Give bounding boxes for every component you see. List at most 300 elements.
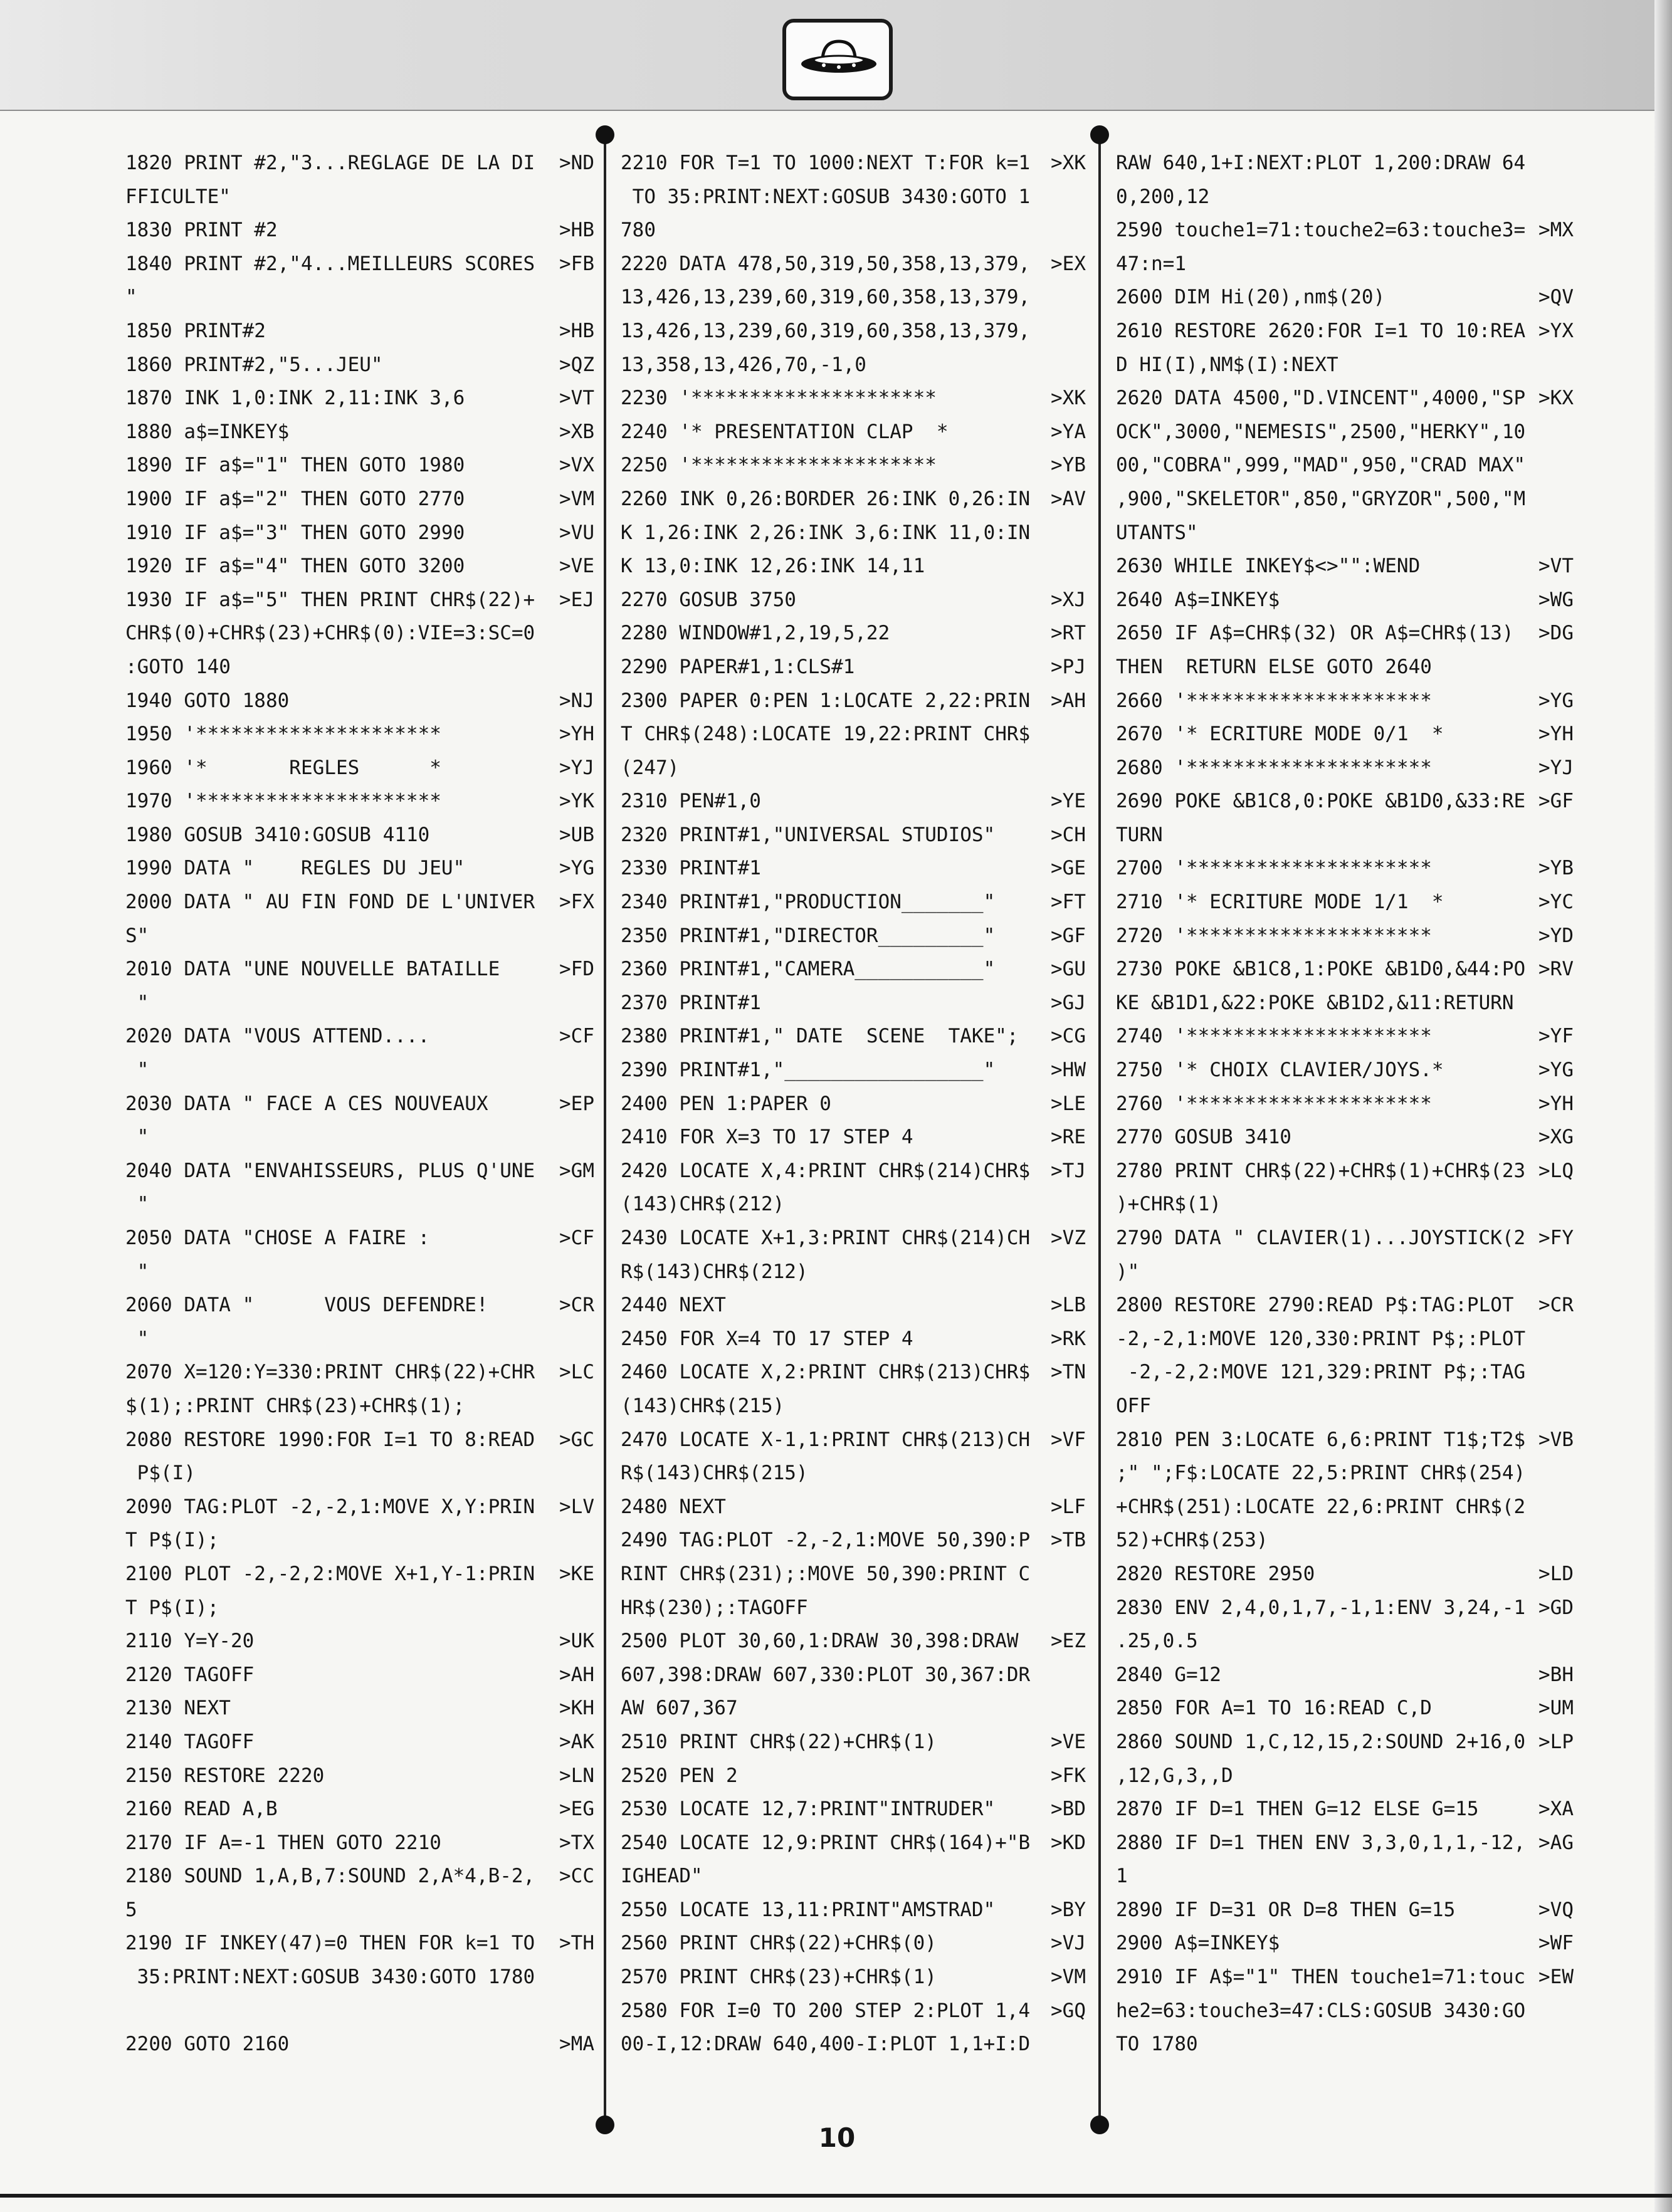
checksum: >AH: [1051, 689, 1086, 712]
code-line: [125, 1457, 594, 1491]
code-text: RAW 640,1+I:NEXT:PLOT 1,200:DRAW 64: [1116, 152, 1526, 174]
code-line: [1116, 181, 1574, 214]
checksum: >VT: [559, 387, 594, 410]
code-text: 2520 PEN 2: [621, 1764, 738, 1787]
code-text: TURN: [1116, 823, 1163, 846]
code-text: 2810 PEN 3:LOCATE 6,6:PRINT T1$;T2$: [1116, 1428, 1526, 1451]
code-text: R$(143)CHR$(215): [621, 1462, 808, 1485]
code-text: 2400 PEN 1:PAPER 0: [621, 1092, 831, 1115]
code-text: 2650 IF A$=CHR$(32) OR A$=CHR$(13): [1116, 622, 1514, 645]
code-text: 2870 IF D=1 THEN G=12 ELSE G=15: [1116, 1798, 1479, 1821]
checksum: >VQ: [1538, 1898, 1574, 1921]
code-line: [621, 1927, 1086, 1961]
checksum: >YG: [1538, 1059, 1574, 1082]
code-line: [1116, 147, 1574, 181]
checksum: >CG: [1051, 1025, 1086, 1048]
code-line: [125, 1020, 594, 1054]
code-line: [1116, 416, 1574, 449]
checksum: >GD: [1538, 1596, 1574, 1619]
code-text: 2180 SOUND 1,A,B,7:SOUND 2,A*4,B-2,: [125, 1865, 535, 1888]
code-text: AW 607,367: [621, 1697, 738, 1720]
code-text: 1900 IF a$="2" THEN GOTO 2770: [125, 487, 465, 510]
checksum: >BD: [1051, 1798, 1086, 1821]
code-line: [1116, 617, 1574, 651]
code-line: [621, 349, 1086, 382]
code-line: [1116, 1323, 1574, 1356]
code-line: [1116, 1188, 1574, 1222]
checksum: >EJ: [559, 588, 594, 611]
code-line: [621, 886, 1086, 920]
code-line: [1116, 1692, 1574, 1726]
code-text: 2820 RESTORE 2950: [1116, 1562, 1315, 1585]
code-line: [1116, 516, 1574, 550]
checksum: >LB: [1051, 1294, 1086, 1317]
code-line: [621, 315, 1086, 349]
code-text: 2620 DATA 4500,"D.VINCENT",4000,"SP: [1116, 387, 1526, 410]
code-text: OFF: [1116, 1394, 1151, 1417]
divider-dot: [596, 2115, 614, 2134]
checksum: >UB: [559, 823, 594, 846]
checksum: >YG: [1538, 689, 1574, 712]
code-text: ": [125, 1327, 149, 1350]
code-line: [125, 1558, 594, 1591]
checksum: >XK: [1051, 387, 1086, 410]
code-line: [125, 1121, 594, 1155]
code-line: [1116, 1894, 1574, 1927]
code-line: [1116, 1356, 1574, 1390]
code-text: 2390 PRINT#1,"_________________": [621, 1059, 996, 1082]
code-text: 2670 '* ECRITURE MODE 0/1 *: [1116, 723, 1444, 746]
code-line: [621, 1188, 1086, 1222]
code-line: [125, 1356, 594, 1390]
checksum: >CR: [559, 1294, 594, 1317]
code-line: [125, 684, 594, 718]
code-line: [1116, 953, 1574, 987]
divider-dot: [596, 125, 614, 144]
code-text: 2580 FOR I=0 TO 200 STEP 2:PLOT 1,4: [621, 1999, 1031, 2022]
code-line: [1116, 1860, 1574, 1894]
checksum: >VT: [1538, 555, 1574, 578]
code-line: [125, 1491, 594, 1524]
divider-dot: [1090, 125, 1109, 144]
checksum: >KX: [1538, 387, 1574, 410]
column-divider-2: [1098, 135, 1101, 2125]
code-text: 2140 TAGOFF: [125, 1730, 255, 1753]
code-line: [621, 1961, 1086, 1994]
code-line: [621, 1894, 1086, 1927]
code-line: [1116, 1558, 1574, 1591]
checksum: >VF: [1051, 1428, 1086, 1451]
code-text: ,900,"SKELETOR",850,"GRYZOR",500,"M: [1116, 487, 1526, 510]
code-line: [1116, 1121, 1574, 1155]
code-text: 2420 LOCATE X,4:PRINT CHR$(214)CHR$: [621, 1159, 1031, 1182]
code-text: 2020 DATA "VOUS ATTEND....: [125, 1025, 430, 1048]
code-text: 1920 IF a$="4" THEN GOTO 3200: [125, 555, 465, 578]
code-text: CHR$(0)+CHR$(23)+CHR$(0):VIE=3:SC=0: [125, 622, 535, 645]
code-text: 1980 GOSUB 3410:GOSUB 4110: [125, 823, 430, 846]
code-text: 1960 '* REGLES *: [125, 756, 441, 779]
code-line: [1116, 1659, 1574, 1692]
code-line: [621, 1726, 1086, 1759]
code-text: 2210 FOR T=1 TO 1000:NEXT T:FOR k=1: [621, 152, 1031, 174]
code-text: IGHEAD": [621, 1865, 703, 1888]
code-text: 1860 PRINT#2,"5...JEU": [125, 353, 383, 376]
checksum: >YG: [559, 857, 594, 880]
code-text: 2440 NEXT: [621, 1294, 726, 1317]
code-line: [621, 1088, 1086, 1121]
code-text: 2600 DIM Hi(20),nm$(20): [1116, 286, 1385, 309]
code-line: [1116, 1827, 1574, 1860]
code-text: .25,0.5: [1116, 1630, 1198, 1653]
code-line: [621, 1222, 1086, 1255]
checksum: >EG: [559, 1798, 594, 1821]
checksum: >CC: [559, 1865, 594, 1888]
code-text: 52)+CHR$(253): [1116, 1529, 1268, 1552]
page-number: 10: [818, 2122, 856, 2153]
code-text: 2690 POKE &B1C8,0:POKE &B1D0,&33:RE: [1116, 790, 1526, 813]
code-text: 2220 DATA 478,50,319,50,358,13,379,: [621, 252, 1031, 275]
code-line: [1116, 1289, 1574, 1323]
code-line: [125, 617, 594, 651]
code-text: 2340 PRINT#1,"PRODUCTION_______": [621, 891, 996, 914]
checksum: >YF: [1538, 1025, 1574, 1048]
code-text: 2910 IF A$="1" THEN touche1=71:touc: [1116, 1966, 1526, 1989]
checksum: >YH: [559, 723, 594, 746]
code-line: [621, 416, 1086, 449]
code-line: [621, 1994, 1086, 2028]
code-line: [1116, 852, 1574, 886]
code-text: 2380 PRINT#1," DATE SCENE TAKE";: [621, 1025, 1019, 1048]
code-line: [621, 785, 1086, 819]
code-line: [125, 516, 594, 550]
code-line: [621, 920, 1086, 953]
code-text: 2070 X=120:Y=330:PRINT CHR$(22)+CHR: [125, 1361, 535, 1384]
code-line: [125, 1423, 594, 1457]
code-line: [1116, 785, 1574, 819]
checksum: >XA: [1538, 1798, 1574, 1821]
code-line: [621, 1793, 1086, 1827]
code-line: [1116, 1625, 1574, 1659]
code-text: ": [125, 991, 149, 1014]
code-text: 2230 '*********************: [621, 387, 937, 410]
checksum: >YC: [1538, 891, 1574, 914]
code-text: 2300 PAPER 0:PEN 1:LOCATE 2,22:PRIN: [621, 689, 1031, 712]
checksum: >CR: [1538, 1294, 1574, 1317]
code-text: 2040 DATA "ENVAHISSEURS, PLUS Q'UNE: [125, 1159, 535, 1182]
code-line: [125, 1289, 594, 1323]
code-line: [1116, 1491, 1574, 1524]
code-line: [125, 920, 594, 953]
code-line: [621, 1121, 1086, 1155]
checksum: >KE: [559, 1562, 594, 1585]
checksum: >YD: [1538, 924, 1574, 947]
code-text: 2840 G=12: [1116, 1663, 1221, 1686]
code-text: 2730 POKE &B1C8,1:POKE &B1D0,&44:PO: [1116, 958, 1526, 981]
checksum: >LN: [559, 1764, 594, 1787]
listing-column-3: [1116, 147, 1574, 2062]
code-text: 2370 PRINT#1: [621, 991, 761, 1014]
code-line: [621, 1625, 1086, 1659]
code-line: [125, 1188, 594, 1222]
code-text: 1850 PRINT#2: [125, 319, 266, 342]
checksum: >EW: [1538, 1966, 1574, 1989]
code-line: [621, 516, 1086, 550]
checksum: >LE: [1051, 1092, 1086, 1115]
code-text: 13,426,13,239,60,319,60,358,13,379,: [621, 319, 1031, 342]
code-line: [621, 1491, 1086, 1524]
code-text: 2120 TAGOFF: [125, 1663, 255, 1686]
code-text: 2900 A$=INKEY$: [1116, 1932, 1280, 1955]
divider-dot: [1090, 2115, 1109, 2134]
code-text: 2780 PRINT CHR$(22)+CHR$(1)+CHR$(23: [1116, 1159, 1526, 1182]
checksum: >GJ: [1051, 991, 1086, 1014]
code-text: 2050 DATA "CHOSE A FAIRE :: [125, 1227, 430, 1249]
code-text: 2190 IF INKEY(47)=0 THEN FOR k=1 TO: [125, 1932, 535, 1955]
code-text: 00,"COBRA",999,"MAD",950,"CRAD MAX": [1116, 454, 1526, 477]
code-line: [1116, 315, 1574, 349]
code-text: 0,200,12: [1116, 185, 1210, 208]
code-line: [1116, 1423, 1574, 1457]
checksum: >YA: [1051, 420, 1086, 443]
code-line: [621, 550, 1086, 584]
code-line: [125, 752, 594, 785]
checksum: >WG: [1538, 588, 1574, 611]
code-text: T P$(I);: [125, 1596, 219, 1619]
code-line: [1116, 752, 1574, 785]
code-line: [1116, 349, 1574, 382]
code-line: [125, 1222, 594, 1255]
code-line: [621, 684, 1086, 718]
checksum: >GU: [1051, 958, 1086, 981]
checksum: >VM: [559, 487, 594, 510]
code-text: 13,358,13,426,70,-1,0: [621, 353, 866, 376]
code-text: 2330 PRINT#1: [621, 857, 761, 880]
code-text: 2790 DATA " CLAVIER(1)...JOYSTICK(2: [1116, 1227, 1526, 1249]
checksum: >GE: [1051, 857, 1086, 880]
code-line: [621, 953, 1086, 987]
checksum: >LF: [1051, 1495, 1086, 1518]
code-text: 2830 ENV 2,4,0,1,7,-1,1:ENV 3,24,-1: [1116, 1596, 1526, 1619]
code-text: 2540 LOCATE 12,9:PRINT CHR$(164)+"B: [621, 1831, 1031, 1854]
code-line: [1116, 1390, 1574, 1423]
checksum: >FY: [1538, 1227, 1574, 1249]
code-line: [621, 1020, 1086, 1054]
checksum: >YB: [1538, 857, 1574, 880]
checksum: >FX: [559, 891, 594, 914]
checksum: >MA: [559, 2033, 594, 2056]
code-line: [125, 1961, 594, 1994]
code-text: 2770 GOSUB 3410: [1116, 1126, 1291, 1149]
code-text: 2750 '* CHOIX CLAVIER/JOYS.*: [1116, 1059, 1444, 1082]
code-line: [621, 214, 1086, 248]
code-line: [1116, 1726, 1574, 1759]
code-line: [125, 785, 594, 819]
code-line: [125, 2028, 594, 2062]
code-line: [125, 718, 594, 752]
code-text: )": [1116, 1260, 1140, 1283]
code-line: [125, 1323, 594, 1356]
checksum: >GQ: [1051, 1999, 1086, 2022]
checksum: >PJ: [1051, 655, 1086, 678]
code-text: (143)CHR$(215): [621, 1394, 785, 1417]
code-line: [1116, 550, 1574, 584]
code-line: [621, 1659, 1086, 1692]
code-line: [125, 1591, 594, 1625]
checksum: >YK: [559, 790, 594, 813]
code-text: 2250 '*********************: [621, 454, 937, 477]
code-text: 1840 PRINT #2,"4...MEILLEURS SCORES: [125, 252, 535, 275]
listing-column-1: [125, 147, 594, 2062]
code-text: 1990 DATA " REGLES DU JEU": [125, 857, 465, 880]
checksum: >LP: [1538, 1730, 1574, 1753]
checksum: >BY: [1051, 1898, 1086, 1921]
code-line: [621, 1423, 1086, 1457]
checksum: >TN: [1051, 1361, 1086, 1384]
code-line: [125, 416, 594, 449]
code-text: 1830 PRINT #2: [125, 219, 278, 242]
checksum: >AK: [559, 1730, 594, 1753]
code-text: 2080 RESTORE 1990:FOR I=1 TO 8:READ: [125, 1428, 535, 1451]
checksum: >TJ: [1051, 1159, 1086, 1182]
code-line: [125, 1390, 594, 1423]
code-text: RINT CHR$(231);:MOVE 50,390:PRINT C: [621, 1562, 1031, 1585]
code-text: 2860 SOUND 1,C,12,15,2:SOUND 2+16,0: [1116, 1730, 1526, 1753]
code-line: [621, 1860, 1086, 1894]
code-line: [1116, 1255, 1574, 1289]
code-text: 2740 '*********************: [1116, 1025, 1432, 1048]
checksum: >RK: [1051, 1327, 1086, 1350]
code-line: [621, 1255, 1086, 1289]
code-text: 2700 '*********************: [1116, 857, 1432, 880]
checksum: >KD: [1051, 1831, 1086, 1854]
code-text: -2,-2,1:MOVE 120,330:PRINT P$;:PLOT: [1116, 1327, 1526, 1350]
code-line: [125, 987, 594, 1020]
code-line: [125, 248, 594, 281]
checksum: >NJ: [559, 689, 594, 712]
code-text: 2640 A$=INKEY$: [1116, 588, 1280, 611]
code-text: -2,-2,2:MOVE 121,329:PRINT P$;:TAG: [1116, 1361, 1526, 1384]
code-line: [1116, 248, 1574, 281]
code-text: 2660 '*********************: [1116, 689, 1432, 712]
code-line: [125, 214, 594, 248]
code-text: 1910 IF a$="3" THEN GOTO 2990: [125, 521, 465, 544]
code-text: he2=63:touche3=47:CLS:GOSUB 3430:GO: [1116, 1999, 1526, 2022]
code-text: T CHR$(248):LOCATE 19,22:PRINT CHR$: [621, 723, 1031, 746]
code-line: [1116, 281, 1574, 315]
code-line: [621, 852, 1086, 886]
checksum: >YJ: [1538, 756, 1574, 779]
code-line: [621, 651, 1086, 684]
code-line: [1116, 483, 1574, 516]
checksum: >VE: [559, 555, 594, 578]
checksum: >YE: [1051, 790, 1086, 813]
code-text: 2800 RESTORE 2790:READ P$:TAG:PLOT: [1116, 1294, 1514, 1317]
checksum: >FT: [1051, 891, 1086, 914]
code-line: [1116, 214, 1574, 248]
code-line: [125, 886, 594, 920]
code-text: 2720 '*********************: [1116, 924, 1432, 947]
code-line: [621, 1524, 1086, 1558]
code-line: [125, 1827, 594, 1860]
checksum: >AH: [559, 1663, 594, 1686]
code-text: 2430 LOCATE X+1,3:PRINT CHR$(214)CH: [621, 1227, 1031, 1249]
code-line: [621, 1692, 1086, 1726]
code-text: 2570 PRINT CHR$(23)+CHR$(1): [621, 1966, 937, 1989]
checksum: >EP: [559, 1092, 594, 1115]
code-text: 607,398:DRAW 607,330:PLOT 30,367:DR: [621, 1663, 1031, 1686]
code-line: [621, 382, 1086, 416]
checksum: >HW: [1051, 1059, 1086, 1082]
code-text: FFICULTE": [125, 185, 231, 208]
checksum: >CF: [559, 1025, 594, 1048]
code-text: K 1,26:INK 2,26:INK 3,6:INK 11,0:IN: [621, 521, 1031, 544]
checksum: >HB: [559, 319, 594, 342]
code-line: [1116, 920, 1574, 953]
checksum: >YJ: [559, 756, 594, 779]
code-line: [1116, 1793, 1574, 1827]
code-text: +CHR$(251):LOCATE 22,6:PRINT CHR$(2: [1116, 1495, 1526, 1518]
code-line: [125, 852, 594, 886]
code-text: 2260 INK 0,26:BORDER 26:INK 0,26:IN: [621, 487, 1031, 510]
code-line: [125, 1860, 594, 1894]
code-text: 2000 DATA " AU FIN FOND DE L'UNIVER: [125, 891, 535, 914]
code-line: [125, 953, 594, 987]
code-text: 2150 RESTORE 2220: [125, 1764, 325, 1787]
code-text: 2760 '*********************: [1116, 1092, 1432, 1115]
code-line: [125, 483, 594, 516]
code-text: HR$(230);:TAGOFF: [621, 1596, 808, 1619]
code-line: [621, 1457, 1086, 1491]
checksum: >YX: [1538, 319, 1574, 342]
code-line: [125, 1894, 594, 1927]
code-line: [1116, 819, 1574, 852]
code-line: [621, 819, 1086, 852]
checksum: >VZ: [1051, 1227, 1086, 1249]
code-line: [621, 1323, 1086, 1356]
code-text: 2710 '* ECRITURE MODE 1/1 *: [1116, 891, 1444, 914]
code-text: 1: [1116, 1865, 1128, 1888]
checksum: >LV: [559, 1495, 594, 1518]
code-line: [621, 248, 1086, 281]
code-line: [1116, 684, 1574, 718]
code-line: [125, 1692, 594, 1726]
listing-column-2: [621, 147, 1086, 2062]
code-line: [1116, 1524, 1574, 1558]
code-text: 2110 Y=Y-20: [125, 1630, 255, 1653]
code-line: [621, 1558, 1086, 1591]
code-text: 2530 LOCATE 12,7:PRINT"INTRUDER": [621, 1798, 996, 1821]
code-line: [125, 584, 594, 617]
code-line: [125, 382, 594, 416]
checksum: >QV: [1538, 286, 1574, 309]
code-line: [1116, 1054, 1574, 1088]
code-line: [125, 449, 594, 483]
checksum: >VM: [1051, 1966, 1086, 1989]
code-text: (247): [621, 756, 680, 779]
checksum: >EZ: [1051, 1630, 1086, 1653]
checksum: >MX: [1538, 219, 1574, 242]
checksum: >DG: [1538, 622, 1574, 645]
code-text: 2630 WHILE INKEY$<>"":WEND: [1116, 555, 1421, 578]
checksum: >CF: [559, 1227, 594, 1249]
code-text: 1970 '*********************: [125, 790, 441, 813]
code-line: [621, 617, 1086, 651]
checksum: >GF: [1051, 924, 1086, 947]
code-line: [621, 584, 1086, 617]
code-line: [1116, 1927, 1574, 1961]
column-divider-1: [604, 135, 606, 2125]
checksum: >KH: [559, 1697, 594, 1720]
